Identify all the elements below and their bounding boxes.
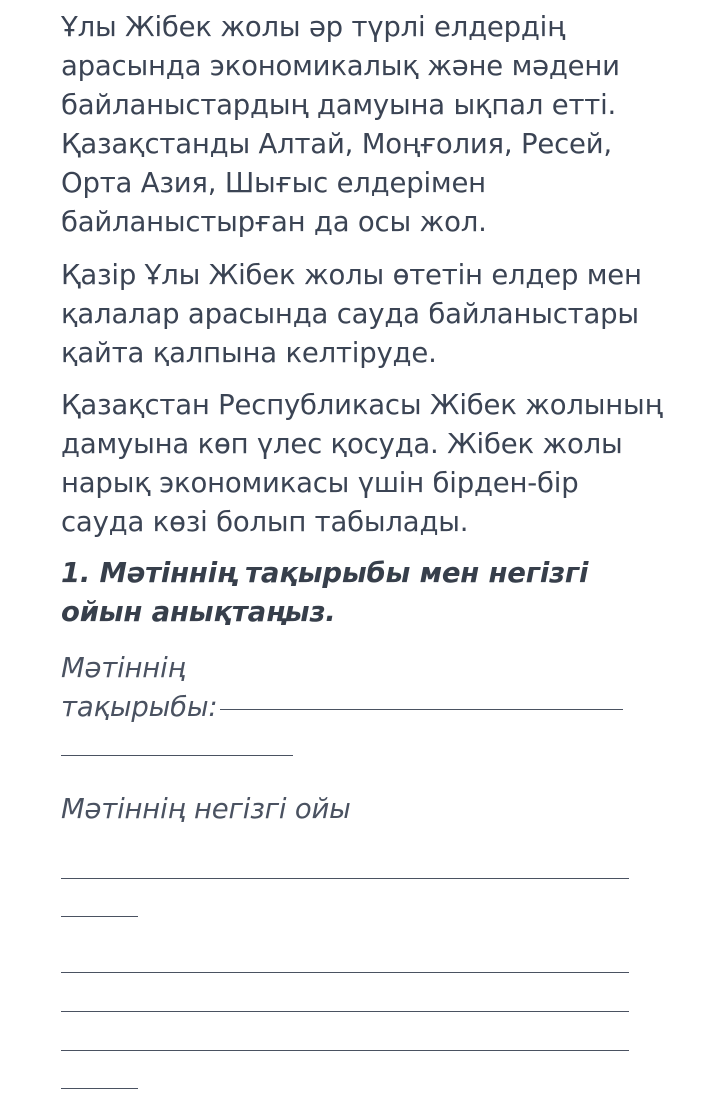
main-idea-field xyxy=(61,790,661,1089)
main-idea-answer-blank[interactable] xyxy=(61,1011,629,1012)
text-line: Қазір Ұлы Жібек жолы өтетін елдер мен xyxy=(61,259,642,291)
text-line: қайта қалпына келтіруде. xyxy=(61,337,437,369)
main-idea-answer-blank[interactable] xyxy=(61,1050,629,1051)
question-line: ойын анықтаңыз. xyxy=(61,596,336,628)
text-line: дамуына көп үлес қосуда. Жібек жолы xyxy=(61,428,623,460)
text-line: Қазақстан Республикасы Жібек жолының xyxy=(61,389,663,421)
question-heading xyxy=(61,554,661,632)
text-line: Қазақстанды Алтай, Моңғолия, Ресей, xyxy=(61,128,612,160)
main-idea-answer-blank[interactable] xyxy=(61,878,629,879)
topic-field xyxy=(61,649,661,756)
main-idea-answer-blank[interactable] xyxy=(61,1088,138,1089)
topic-label-row xyxy=(61,688,661,727)
main-idea-label: Мәтіннің негізгі ойы xyxy=(61,793,351,825)
paragraph-2 xyxy=(61,256,661,373)
text-line: сауда көзі болып табылады. xyxy=(61,506,469,538)
text-line: байланыстырған да осы жол. xyxy=(61,206,487,238)
topic-label-line1: Мәтіннің xyxy=(61,652,186,684)
topic-answer-blank[interactable] xyxy=(220,709,623,710)
topic-label-line2: тақырыбы: xyxy=(61,691,218,723)
text-line: қалалар арасында сауда байланыстары xyxy=(61,298,639,330)
paragraph-1 xyxy=(61,8,661,242)
question-line: 1. Мәтіннің тақырыбы мен негізгі xyxy=(61,557,589,589)
text-line: байланыстардың дамуына ықпал етті. xyxy=(61,89,617,121)
text-line: нарық экономикасы үшін бірден-бір xyxy=(61,467,579,499)
topic-answer-blank-continued[interactable] xyxy=(61,755,293,756)
main-idea-answer-blank[interactable] xyxy=(61,972,629,973)
text-line: Ұлы Жібек жолы әр түрлі елдердің xyxy=(61,11,566,43)
text-line: Орта Азия, Шығыс елдерімен xyxy=(61,167,486,199)
text-line: арасында экономикалық және мәдени xyxy=(61,50,620,82)
worksheet-page xyxy=(61,8,661,1089)
main-idea-answer-blank[interactable] xyxy=(61,916,138,917)
paragraph-3 xyxy=(61,386,661,542)
